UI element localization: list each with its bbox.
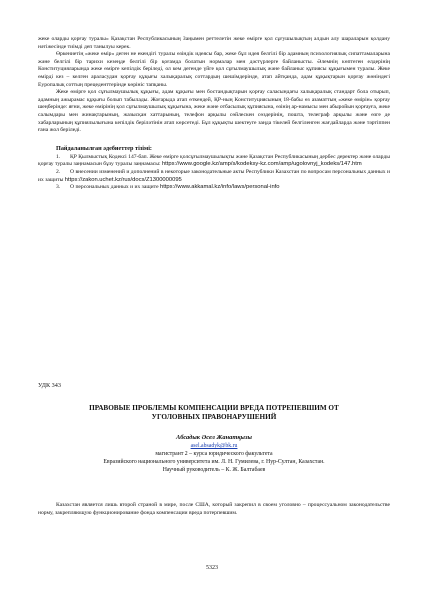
reference-link[interactable]: https://www.google.kz/amp/s/kodeksy-kz.com/amp/ugolovnyj_kodeks/147.htm (161, 161, 362, 168)
reference-link[interactable]: https://zakon.uchet.kz/rus/docs/Z1300000095 (64, 176, 182, 183)
author-affiliation-1: магистрант 2 – курса юридического факультета (155, 451, 273, 457)
paragraph-2: Өркениетің «жеке өмір» деген не екендігі туралы өзіндік идеясы бар, жеке бұл идея белгілі бір адамның психологиялық сипаттамаларына және белгілі бір тарихи кезеңде белгілі бір қоғамда болатын нормалар мен дәстүрлерге байланысты. Әлемнің көптеген елдерінің Конституцияларында жеке өмірге кепілдік беріледі, ол кем дегенде үйге қол сұғылмаушылық және байланыс құпиясы құқығымен туралы. Жеке өмірді кез – келген араласудан қорғау құқығы халықаралық соттардың шешімдерінде, атап айтқанда, адам құқықтарын қорғау жөніндегі Еуропалық соттың прецеденттерінде көрініс тапқаны. (38, 51, 390, 88)
article-title-line-2: УГОЛОВНЫХ ПРАВОНАРУШЕНИЙ (151, 413, 277, 421)
article-title (38, 404, 390, 422)
paragraph-1: жеке оларды қорғау туралы» Қазақстан Республикасының Заңымен реттелетін жеке өмірге қол сұғушылықтың алдын алу шараларын қолдану нәтіжесінде тиімді деп танылуы керек. (38, 36, 390, 50)
reference-number: 2. (56, 168, 61, 175)
references-heading: Пайдаланылған әдебиеттер тізімі: (56, 144, 152, 152)
article-title-line-1: ПРАВОВЫЕ ПРОБЛЕМЫ КОМПЕНСАЦИИ ВРЕДА ПОТРЕПЕВШИМ ОТ (89, 404, 339, 412)
reference-item (38, 154, 390, 169)
paragraph-3: Жеке өмірге қол сұғылмаушылық құқығы, адам құқығы мен бостандықтарын қорғау саласындағы халықаралық стандарт бола отырып, адамның ажырамас құқығы болып табылады. Жоғарыда атап өткендей, ҚР-ның Конституциясының 18-бабы өз азаматтың «жеке өмірін» қорғау шеңберінде: яғни, жеке өмірінің қол сұғылмаушылық құқығына, жеке және отбасылық құпиясына, өзінің ар-намысы мен абыройын қорғауға, жеке салымдары мен жинақтарының, жазысқан хаттарының, телефон арқылы сөйлескен сөздерінің, пошта, телеграф арқылы және өзге де хабарларының құпиялылығына кепілдік беріләтінін атап көрсетеді. Бұл құқықты шектеуге заңда тікелей белгіленген жағдайларда және тәртіппен ғана жол беріледі. (38, 89, 390, 134)
reference-number: 3. (56, 184, 61, 191)
reference-text: О персональных данных и их защите (70, 184, 160, 191)
page-number: 5323 (206, 565, 218, 571)
reference-text: О внесении изменений и дополнений в некоторые законодательные акты Республики Казахстан по вопросам персональных данных и их защиты (38, 168, 390, 183)
article-intro-paragraph: Казахстан является лишь второй страной в мире, после США, который закрепил в своем уголовно – процессуальном законодательстве норму, закрепляющую функционирование фонда компенсации вреда потерпевшим. (38, 502, 390, 516)
reference-item (38, 184, 390, 192)
author-email-link[interactable]: asel.absadyk@bk.ru (190, 443, 238, 449)
author-affiliation-2: Евразийского национального университета им. Л. Н. Гумилева, г. Нур-Султан, Казахстан. (103, 459, 325, 465)
udc-code: УДК 343 (38, 382, 61, 389)
reference-text: ҚР Қылмыстық Кодексі 147-бап. Жеке өмірге қолсұғылмаушылықты және Қазақстан Республикасының дербес деректер және оларды қорғау туралы заңнамасын бұзу туралы заңнамасы: (38, 153, 390, 168)
author-name: Абсадык Әсел Жанатқызы (176, 434, 252, 441)
scientific-supervisor: Научный руководитель – К. Ж. Балтабаев (162, 467, 266, 473)
reference-item (38, 169, 390, 184)
reference-number: 1. (56, 153, 61, 160)
author-block (38, 434, 390, 474)
reference-link[interactable]: https://www.akkamal.kz/info/laws/personal-info (159, 184, 280, 191)
